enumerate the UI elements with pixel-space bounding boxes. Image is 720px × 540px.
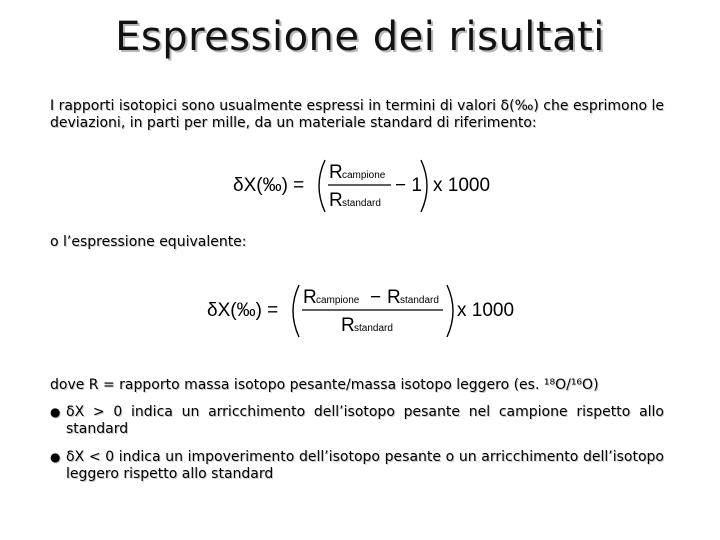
right-paren bbox=[447, 285, 453, 337]
formula2-num-b-sub: standard bbox=[400, 295, 439, 306]
formula2-lhs: δX(‰) = bbox=[207, 300, 279, 321]
bullet-icon: ● bbox=[50, 405, 61, 419]
formula1-den-symbol: R bbox=[329, 190, 343, 211]
list-item bbox=[50, 404, 664, 438]
formula2-num-a-sub: campione bbox=[316, 295, 360, 306]
bullet-text: δX < 0 indica un impoverimento dell’isotopo pesante o un arricchimento dell’isotopo leggero rispetto allo standard bbox=[66, 449, 664, 482]
delta-formula-svg bbox=[233, 158, 493, 214]
formula2-num-b-symbol: R bbox=[387, 287, 401, 308]
bullet-text: δX > 0 indica un arricchimento dell’isotopo pesante nel campione rispetto allo standard bbox=[66, 404, 664, 437]
formula1-lhs: δX(‰) = bbox=[233, 175, 305, 196]
formula2-factor: x 1000 bbox=[457, 300, 515, 321]
delta-formula-equivalent-svg bbox=[207, 283, 517, 339]
formula2-minus: − bbox=[370, 287, 382, 308]
bullet-icon: ● bbox=[50, 450, 61, 464]
delta-formula-equivalent bbox=[207, 283, 517, 339]
formula2-den-sub: standard bbox=[354, 323, 393, 334]
formula1-den-sub: standard bbox=[342, 198, 381, 209]
bullet-list bbox=[50, 404, 664, 494]
equivalent-expression-label: o l’espressione equivalente: bbox=[50, 234, 247, 250]
formula1-num-symbol: R bbox=[329, 162, 343, 183]
left-paren bbox=[319, 160, 325, 212]
slide-title: Espressione dei risultati bbox=[115, 14, 605, 60]
formula1-factor: x 1000 bbox=[433, 175, 491, 196]
formula2-num-a-symbol: R bbox=[303, 287, 317, 308]
formula1-num-sub: campione bbox=[342, 170, 386, 181]
list-item bbox=[50, 449, 664, 483]
intro-paragraph: I rapporti isotopici sono usualmente espressi in termini di valori δ(‰) che esprimono le deviazioni, in parti per mille, da un materiale standard di riferimento: bbox=[50, 98, 664, 131]
left-paren bbox=[293, 285, 299, 337]
formula1-minus-one: − 1 bbox=[395, 175, 422, 196]
ratio-definition-note: dove R = rapporto massa isotopo pesante/massa isotopo leggero (es. ¹⁸O/¹⁶O) bbox=[50, 377, 599, 393]
formula2-den-symbol: R bbox=[341, 315, 355, 336]
delta-formula bbox=[233, 158, 493, 214]
